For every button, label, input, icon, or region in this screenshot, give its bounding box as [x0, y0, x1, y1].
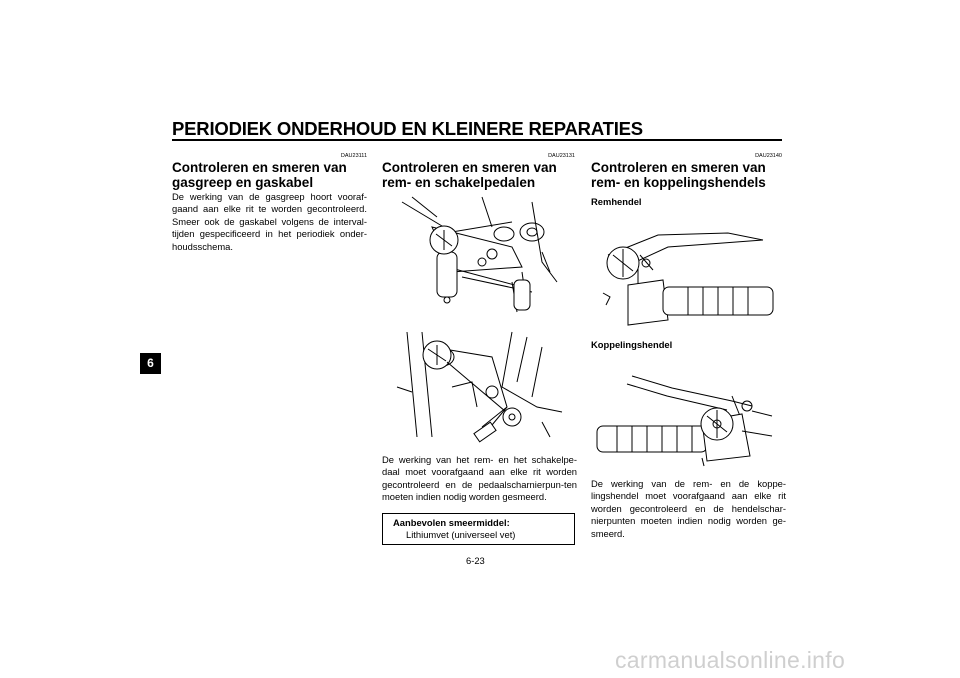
brake-pedal-illustration — [392, 192, 572, 322]
section-body: De werking van de gasgreep hoort vooraf-gaand aan elke rit te worden gecontroleerd. Smeer ook de gaskabel volgens de interval-tijden gespecificeerd in het periodiek onder-houdsschema. — [172, 191, 367, 252]
clutch-lever-illustration — [592, 366, 777, 474]
section-code: DAU23140 — [755, 153, 782, 159]
shift-pedal-illustration — [392, 327, 572, 445]
chapter-tab: 6 — [140, 353, 161, 374]
page-title: PERIODIEK ONDERHOUD EN KLEINERE REPARATIES — [172, 118, 643, 139]
section-heading: Controleren en smeren van rem- en schakelpedalen — [382, 160, 557, 190]
lubricant-box-value: Lithiumvet (universeel vet) — [406, 529, 516, 540]
lubricant-box — [382, 513, 575, 545]
section-heading: Controleren en smeren van gasgreep en gaskabel — [172, 160, 347, 190]
watermark: carmanualsonline.info — [615, 647, 846, 673]
subheading-remhendel: Remhendel — [591, 196, 642, 207]
section-code: DAU23131 — [548, 153, 575, 159]
header-rule — [172, 139, 782, 141]
section-code: DAU23111 — [340, 153, 367, 159]
lubricant-box-title: Aanbevolen smeermiddel: — [393, 517, 510, 528]
section-body: De werking van de rem- en de koppe-lingshendel moet voorafgaand aan elke rit worden gecontroleerd en de hendelschar-nierpunten moeten indien nodig worden ge-smeerd. — [591, 478, 786, 539]
subheading-koppelingshendel: Koppelingshendel — [591, 339, 673, 350]
page-number: 6-23 — [466, 555, 485, 566]
brake-lever-illustration — [598, 225, 778, 335]
section-body: De werking van het rem- en het schakelpe-daal moet voorafgaand aan elke rit worden gecontroleerd en de pedaalscharnierpun-ten moeten indien nodig worden gesmeerd. — [382, 454, 577, 503]
section-heading: Controleren en smeren van rem- en koppelingshendels — [591, 160, 766, 190]
